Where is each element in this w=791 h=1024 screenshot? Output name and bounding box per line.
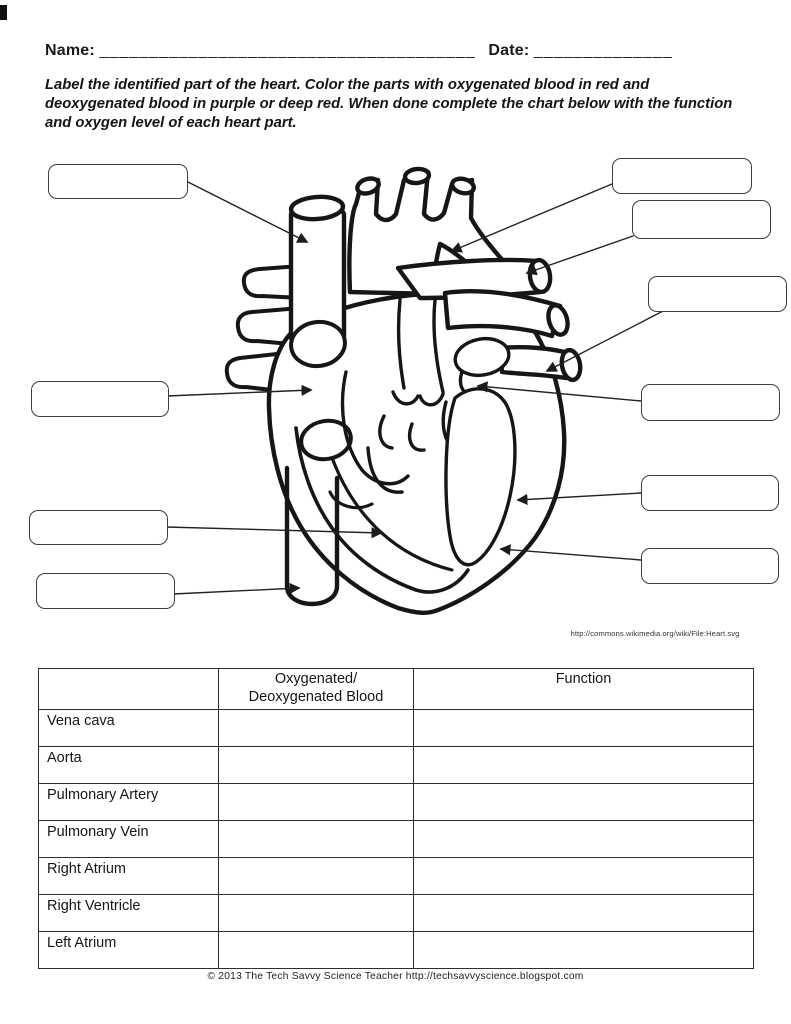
heart-parts-table [38, 668, 754, 969]
blood-answer-cell[interactable] [219, 784, 414, 821]
header-blood-line1: Oxygenated/ [274, 671, 358, 687]
instructions-text: Label the identified part of the heart. Color the parts with oxygenated blood in red and deoxygenated blood in purple or deep red. When done complete the chart below with the function and oxygen level of each heart part. [45, 77, 733, 132]
label-box-right-6[interactable] [641, 548, 779, 584]
table-header-row [39, 669, 754, 710]
label-box-top-left[interactable] [48, 164, 188, 199]
name-blank-field[interactable]: ______________________________________ [99, 42, 476, 59]
function-answer-cell[interactable] [414, 858, 754, 895]
header-blood-line2: Deoxygenated Blood [248, 688, 384, 705]
image-source-caption: http://commons.wikimedia.org/wiki/File:Heart.svg [570, 629, 740, 638]
table-row [39, 747, 754, 784]
row-label: Right Atrium [39, 858, 219, 895]
row-label: Pulmonary Vein [39, 821, 219, 858]
table-row [39, 710, 754, 747]
label-box-right-5[interactable] [641, 475, 779, 511]
row-label: Left Atrium [39, 932, 219, 969]
row-label: Right Ventricle [39, 895, 219, 932]
function-answer-cell[interactable] [414, 932, 754, 969]
date-label: Date: [488, 42, 530, 59]
label-box-top-right-1[interactable] [612, 158, 752, 194]
row-label: Aorta [39, 747, 219, 784]
header-cell-part [39, 669, 219, 710]
name-label: Name: [45, 42, 95, 59]
label-box-bottom-left[interactable] [36, 573, 175, 609]
label-box-right-4[interactable] [641, 384, 780, 421]
label-box-top-right-2[interactable] [632, 200, 771, 239]
blood-answer-cell[interactable] [219, 895, 414, 932]
label-box-lower-left[interactable] [29, 510, 168, 545]
table-row [39, 858, 754, 895]
table-row [39, 821, 754, 858]
blood-answer-cell[interactable] [219, 932, 414, 969]
row-label: Vena cava [39, 710, 219, 747]
function-answer-cell[interactable] [414, 710, 754, 747]
function-answer-cell[interactable] [414, 821, 754, 858]
row-label: Pulmonary Artery [39, 784, 219, 821]
date-blank-field[interactable]: ______________ [534, 42, 673, 59]
label-box-right-3[interactable] [648, 276, 787, 312]
blood-answer-cell[interactable] [219, 858, 414, 895]
header-cell-function: Function [414, 669, 754, 710]
function-answer-cell[interactable] [414, 784, 754, 821]
function-answer-cell[interactable] [414, 747, 754, 784]
table-row [39, 932, 754, 969]
blood-answer-cell[interactable] [219, 821, 414, 858]
table-row [39, 784, 754, 821]
table-row [39, 895, 754, 932]
copyright-footer: © 2013 The Tech Savvy Science Teacher http://techsavvyscience.blogspot.com [207, 971, 584, 982]
blood-answer-cell[interactable] [219, 747, 414, 784]
function-answer-cell[interactable] [414, 895, 754, 932]
header-cell-blood [219, 669, 414, 710]
label-box-mid-left[interactable] [31, 381, 169, 417]
aorta-branch-tip-2 [404, 168, 429, 184]
blood-answer-cell[interactable] [219, 710, 414, 747]
